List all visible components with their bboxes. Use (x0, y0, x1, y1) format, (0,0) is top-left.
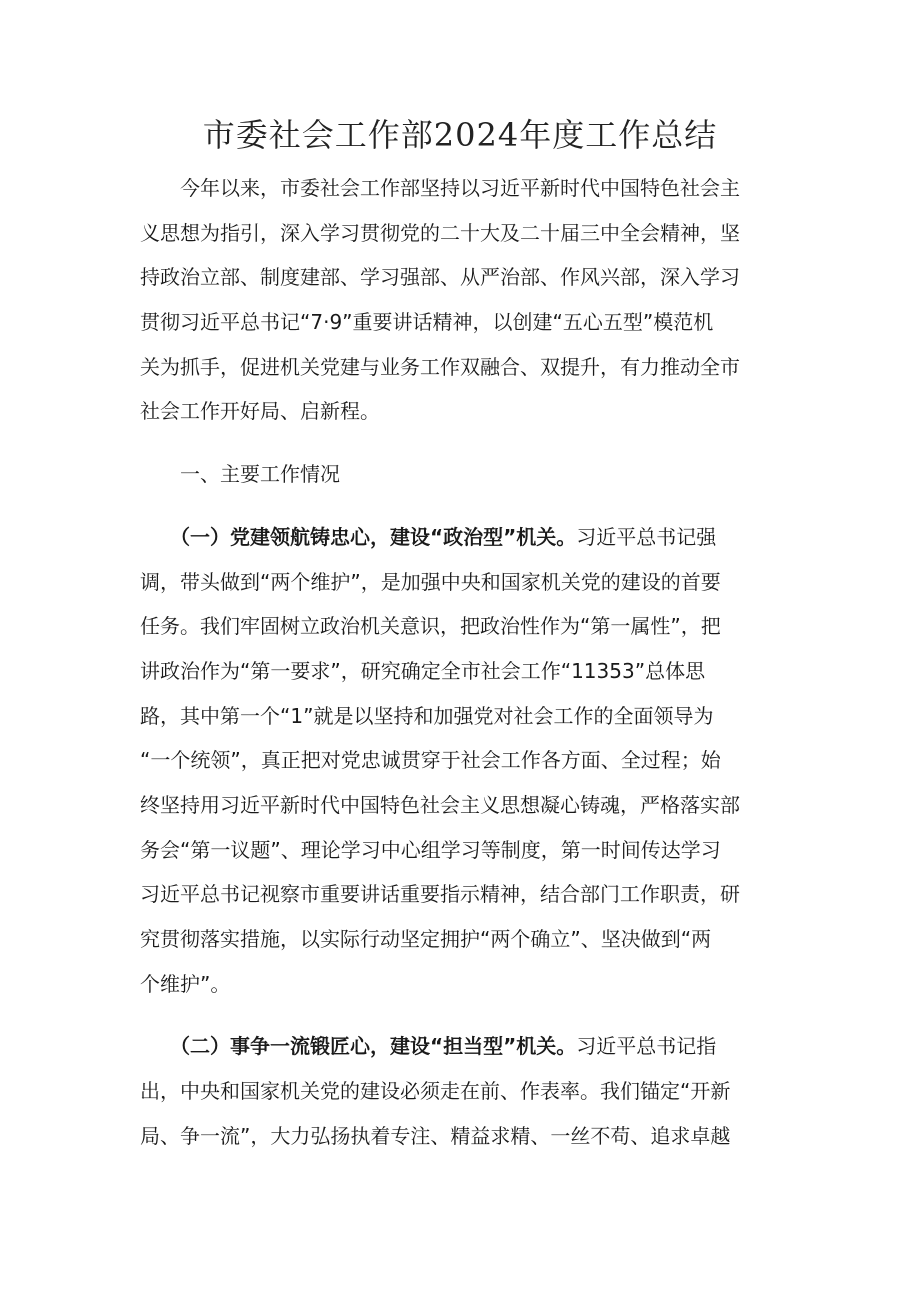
text-line: 讲政治作为“第一要求”，研究确定全市社会工作“11353”总体思 (140, 658, 706, 683)
text-line: 今年以来，市委社会工作部坚持以习近平新时代中国特色社会主 (140, 176, 740, 200)
document-title: 市委社会工作部2024年度工作总结 (202, 116, 718, 154)
section-heading (140, 452, 780, 497)
text-line: “一个统领”，真正把对党忠诚贯穿于社会工作各方面、全过程；始 (140, 748, 721, 773)
text-line: 路，其中第一个“1”就是以坚持和加强党对社会工作的全面领导为 (140, 703, 714, 728)
paragraph-intro (140, 166, 780, 434)
text-run: 习近平总书记强 (576, 524, 717, 549)
text-line: 调，带头做到“两个维护”，是加强中央和国家机关党的建设的首要 (140, 569, 721, 594)
document-body (140, 166, 780, 1158)
text-line: 社会工作开好局、启新程。 (140, 399, 380, 424)
text-line: 局、争一流”，大力弘扬执着专注、精益求精、一丝不苟、追求卓越 (140, 1123, 731, 1148)
paragraph-subsection-1 (140, 515, 780, 1007)
paragraph-subsection-2 (140, 1024, 780, 1158)
text-line (140, 515, 780, 560)
subsection-heading: （二）事争一流锻匠心，建设“担当型”机关。 (140, 1034, 577, 1059)
text-line (140, 1024, 780, 1069)
text-line: 关为抓手，促进机关党建与业务工作双融合、双提升，有力推动全市 (140, 354, 740, 379)
text-line: 任务。我们牢固树立政治机关意识，把政治性作为“第一属性”，把 (140, 614, 721, 639)
text-line: 究贯彻落实措施，以实际行动坚定拥护“两个确立”、坚决做到“两 (140, 927, 712, 951)
text-line: 持政治立部、制度建部、学习强部、从严治部、作风兴部，深入学习 (140, 265, 740, 290)
text-line: 义思想为指引，深入学习贯彻党的二十大及二十届三中全会精神，坚 (140, 220, 740, 245)
heading-line: 一、主要工作情况 (140, 462, 340, 487)
text-line: 个维护”。 (140, 971, 231, 996)
text-line: 出，中央和国家机关党的建设必须走在前、作表率。我们锚定“开新 (140, 1079, 731, 1104)
text-line: 习近平总书记视察市重要讲话重要指示精神，结合部门工作职责，研 (140, 882, 740, 907)
text-line: 贯彻习近平总书记“7·9”重要讲话精神，以创建“五心五型”模范机 (140, 310, 714, 335)
subsection-heading: （一）党建领航铸忠心，建设“政治型”机关。 (140, 524, 577, 549)
text-line: 务会“第一议题”、理论学习中心组学习等制度，第一时间传达学习 (140, 837, 721, 862)
text-run: 习近平总书记指 (576, 1034, 717, 1059)
text-line: 终坚持用习近平新时代中国特色社会主义思想凝心铸魂，严格落实部 (140, 792, 740, 817)
